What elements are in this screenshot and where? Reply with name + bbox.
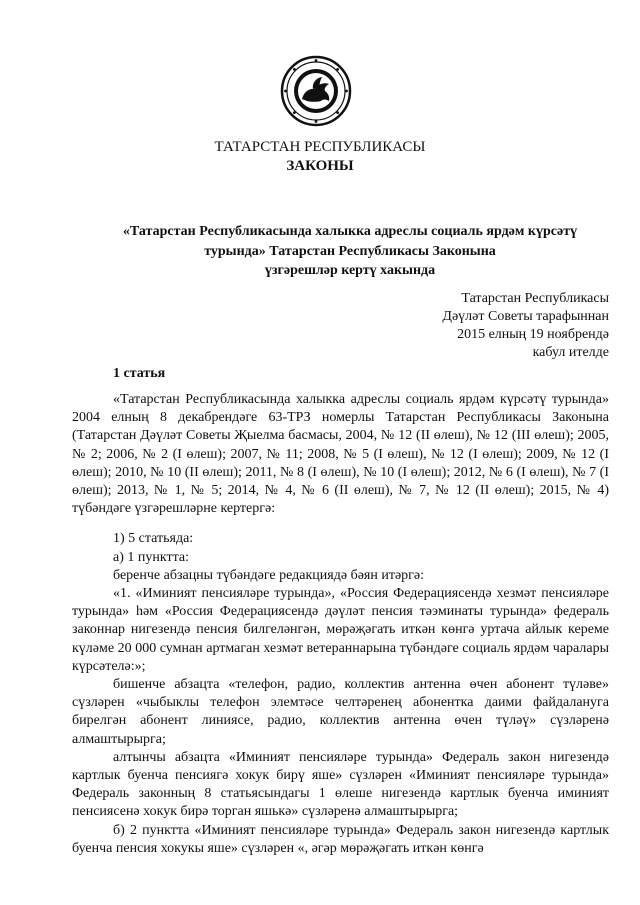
paragraph-subitem-a: а) 1 пунктта: xyxy=(113,549,189,565)
paragraph-quote: «1. «Иминият пенсияләре турында», «Россия Федерациясендә хезмәт пенсияләре турында» һәм «Россия Федерациясендә дәүләт пенсия тәэминаты турында» федераль законнар нигезендә пенсия билгеләнгән, мөрәҗәгать иткән көнгә уртача айлык кереме күләме 20 000 сумнан артмаган хезмәт ветераннарына түбәндәге социаль ярдәм чаралары күрсәтелә:»; xyxy=(72,586,609,674)
republic-name: ТАТАРСТАН РЕСПУБЛИКАСЫ xyxy=(214,139,426,155)
subject-line-2: турында» Татарстан Республикасы Законына xyxy=(204,243,496,259)
article-heading: 1 статья xyxy=(113,366,166,381)
adoption-line-1: Татарстан Республикасы xyxy=(461,291,609,306)
adoption-line-4: кабул ителде xyxy=(532,345,609,360)
adoption-line-2: Дәүләт Советы тарафыннан xyxy=(442,309,609,324)
subject-line-3: үзгәрешләр кертү хакында xyxy=(264,263,436,278)
paragraph-item-1: 1) 5 статьяда: xyxy=(113,531,194,547)
paragraph-intro: «Татарстан Республикасында халыкка адреслы социаль ярдәм күрсәтү турында» 2004 елның 8 декабрендәге 63-ТРЗ номерлы Татарстан Республикасы Законына (Татарстан Дәүләт Советы Җыелма басмасы, 2004, № 12 (II өлеш), № 12 (III өлеш); 2005, № 2; 2006, № 2 (I өлеш); 2007, № 11; 2008, № 5 (I өлеш), № 12 (I өлеш); 2009, № 12 (I өлеш); 2010, № 10 (II өлеш); 2011, № 8 (I өлеш), № 10 (I өлеш); 2012, № 6 (I өлеш), № 7 (I өлеш); 2013, № 1, № 5; 2014, № 4, № 6 (II өлеш), № 7, № 12 (II өлеш); 2015, № 4) түбәндәге үзгәрешләрне кертергә: xyxy=(72,392,609,517)
paragraph-fifth-abzac: бишенче абзацта «телефон, радио, коллектив антенна өчен абонент түләве» сүзләрен «чыбыклы телефон элемтәсе челтәренең абонентка даими файдалануга бирелгән абонент линиясе, радио, коллектив антенна өчен түләү» сүзләренә алмаштырырга; xyxy=(72,677,609,747)
paragraph-subitem-b: б) 2 пунктта «Иминият пенсияләре турында» Федераль закон нигезендә картлык буенча пенсия хокукы яше» сүзләрен «, әгәр мөрәҗәгать иткән көнгә xyxy=(72,822,609,856)
paragraph-first-abzac: беренче абзацны түбәндәге редакциядә бәян итәргә: xyxy=(113,567,425,583)
document-body xyxy=(72,391,609,858)
document-header xyxy=(0,138,640,176)
adoption-line-3: 2015 елның 19 ноябрендә xyxy=(457,327,609,342)
tatarstan-coat-of-arms-icon xyxy=(280,55,352,127)
adoption-note xyxy=(395,290,609,362)
paragraph-sixth-abzac: алтынчы абзацта «Иминият пенсияләре турында» Федераль закон нигезендә картлык буенча пенсиягә хокук бирү яше» сүзләрен «Иминият пенсияләре турында» Федераль законның 8 статьясындагы 1 өлеше нигезендә картлык буенча иминият пенсиясенә хокук бирә торган яшькә» сүзләренә алмаштырырга; xyxy=(72,749,609,820)
law-subject xyxy=(60,222,640,281)
law-title: ЗАКОНЫ xyxy=(286,158,354,174)
subject-line-1: «Татарстан Республикасында халыкка адреслы социаль ярдәм күрсәтү xyxy=(122,224,578,239)
